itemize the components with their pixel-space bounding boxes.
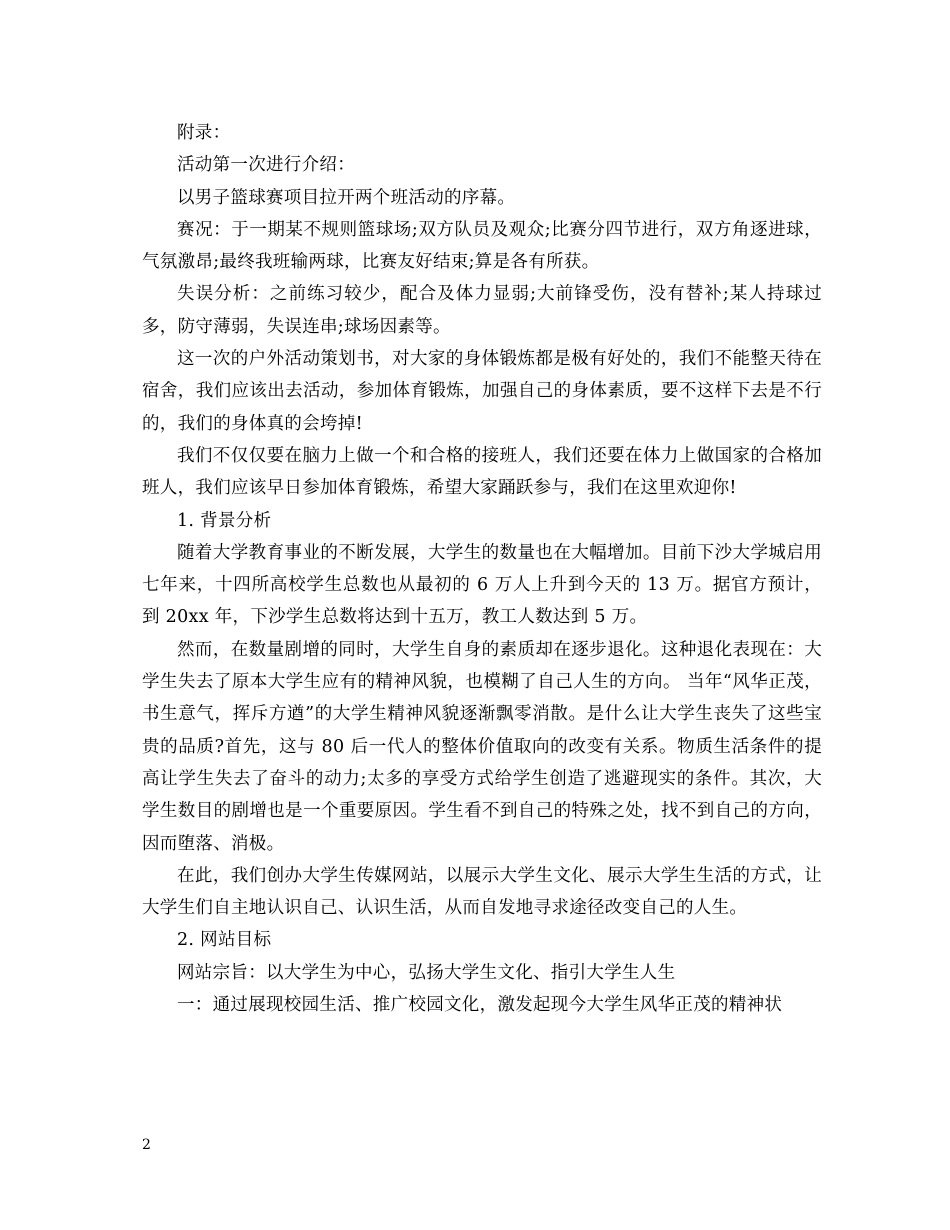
document-body <box>142 117 822 1021</box>
page-number: 2 <box>142 1137 151 1153</box>
paragraph-match-summary: 赛况：于一期某不规则篮球场;双方队员及观众;比赛分四节进行，双方角逐进球，气氛激昂;最终我班输两球，比赛友好结束;算是各有所获。 <box>142 219 822 273</box>
section-heading-goals: 2. 网站目标 <box>177 930 272 951</box>
paragraph-website-purpose: 在此，我们创办大学生传媒网站，以展示大学生文化、展示大学生生活的方式，让大学生们自主地认识自己、认识生活，从而自发地寻求途径改变自己的人生。 <box>142 865 822 919</box>
paragraph-goal-one: 一：通过展现校园生活、推广校园文化，激发起现今大学生风华正茂的精神状 <box>177 995 783 1016</box>
paragraph-outdoor-plan: 这一次的户外活动策划书，对大家的身体锻炼都是极有好处的，我们不能整天待在宿舍，我们应该出去活动，参加体育锻炼，加强自己的身体素质，要不这样下去是不行的，我们的身体真的会垮掉! <box>142 349 822 434</box>
paragraph-error-analysis: 失误分析：之前练习较少，配合及体力显弱;大前锋受伤，没有替补;某人持球过多，防守薄弱，失误连串;球场因素等。 <box>142 284 822 337</box>
paragraph-background-problem: 然而，在数量剧增的同时，大学生自身的素质却在逐步退化。这种退化表现在：大学生失去了原本大学生应有的精神风貌，也模糊了自己人生的方向。 当年“风华正茂，书生意气，挥斥方遒”的大学生精神风貌逐渐飘零消散。是什么让大学生丧失了这些宝贵的品质?首先，这与 80 后一代人的整体价值取向的改变有关系。物质生活条件的提高让学生失去了奋斗的动力;太多的享受方式给学生创造了逃避现实的条件。其次，大学生数目的剧增也是一个重要原因。学生看不到自己的特殊之处，找不到自己的方向，因而堕落、消极。 <box>142 639 822 854</box>
paragraph-website-mission: 网站宗旨：以大学生为中心，弘扬大学生文化、指引大学生人生 <box>177 962 676 983</box>
section-heading-background: 1. 背景分析 <box>177 510 272 531</box>
paragraph-background-stats: 随着大学教育事业的不断发展，大学生的数量也在大幅增加。目前下沙大学城启用七年来，十四所高校学生总数也从最初的 6 万人上升到今天的 13 万。据官方预计，到 20xx 年，下沙学生总数将达到十五万，教工人数达到 5 万。 <box>142 542 822 628</box>
paragraph-call-to-action: 我们不仅仅要在脑力上做一个和合格的接班人，我们还要在体力上做国家的合格加班人，我们应该早日参加体育锻炼，希望大家踊跃参与，我们在这里欢迎你! <box>142 445 822 499</box>
appendix-heading: 附录： <box>177 123 231 143</box>
paragraph-opening: 以男子篮球赛项目拉开两个班活动的序幕。 <box>177 187 516 208</box>
activity-intro-heading: 活动第一次进行介绍： <box>177 155 355 176</box>
